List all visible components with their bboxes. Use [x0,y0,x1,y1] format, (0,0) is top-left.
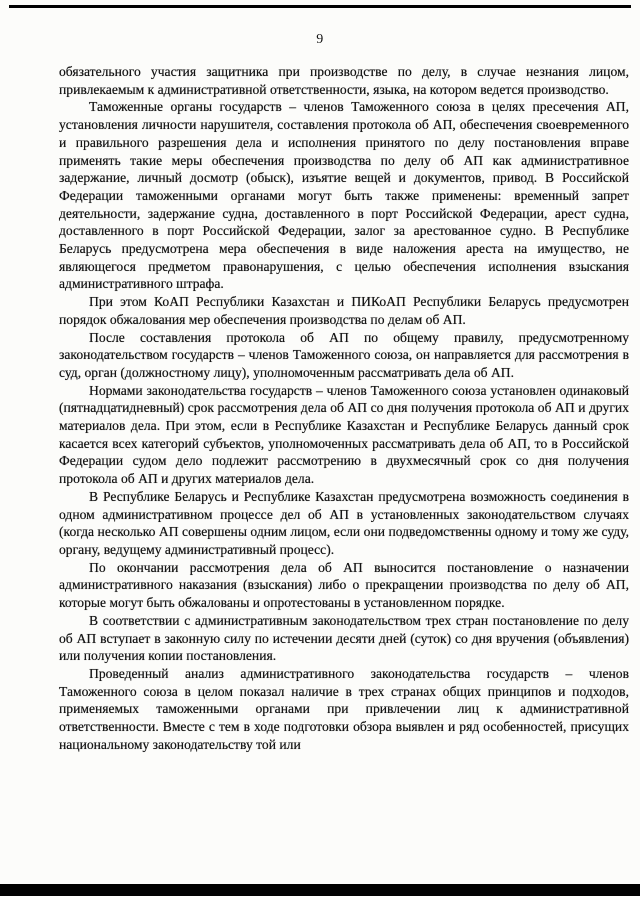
paragraph: При этом КоАП Республики Казахстан и ПИКоАП Республики Беларусь предусмотрен порядок обжалования мер обеспечения производства по делам об АП. [59,294,629,327]
scan-artifact-bottom-border [0,884,640,896]
paragraph: По окончании рассмотрения дела об АП выносится постановление о назначении административного наказания (взыскания) либо о прекращении производства по делу об АП, которые могут быть обжалованы и опротестованы в установленном порядке. [59,559,629,611]
paragraph: В Республике Беларусь и Республике Казахстан предусмотрена возможность соединения в одном административном процессе дел об АП в установленных законодательством случаях (когда несколько АП совершены одним лицом, если они подведомственны одному и тому же суду, органу, ведущему административный процесс). [59,488,629,557]
paragraph: После составления протокола об АП по общему правилу, предусмотренному законодательством государств – членов Таможенного союза, он направляется для рассмотрения в суд, орган (должностному лицу), уполномоченным рассматривать дела об АП. [59,329,629,380]
paragraph: Нормами законодательства государств – членов Таможенного союза установлен одинаковый (пятнадцатидневный) срок рассмотрения дела об АП со дня получения протокола об АП и других материалов дела. При этом, если в Республике Казахстан и Республике Беларусь данный срок касается всех категорий субъектов, уполномоченных рассматривать дела об АП, то в Российской Федерации судом дело подлежит рассмотрению в двухмесячный срок со дня получения протокола об АП и других материалов дела. [59,382,629,487]
scan-artifact-top-border [9,5,631,8]
paragraph: Проведенный анализ административного законодательства государств – членов Таможенного союза в целом показал наличие в трех странах общих принципов и подходов, применяемых таможенными органами при привлечении лиц к административной ответственности. Вместе с тем в ходе подготовки обзора выявлен и ряд особенностей, присущих национальному законодательству той или [59,665,629,752]
document-body [59,63,629,753]
paragraph: Таможенные органы государств – членов Таможенного союза в целях пресечения АП, установления личности нарушителя, составления протокола об АП, обеспечения своевременного и правильного разрешения дела и исполнения принятого по делу постановления вправе применять такие меры обеспечения производства по делу об АП как административное задержание, личный досмотр (обыск), изъятие вещей и документов, привод. В Российской Федерации таможенными органами могут быть также применены: временный запрет деятельности, задержание судна, доставленного в порт Российской Федерации, арест судна, доставленного в порт Российской Федерации, залог за арестованное судно. В Республике Беларусь предусмотрена мера обеспечения в виде наложения ареста на имущество, не являющегося предметом правонарушения, с целью обеспечения исполнения взыскания административного штрафа. [59,99,629,292]
paragraph-continuation: обязательного участия защитника при производстве по делу, в случае незнания лицом, привлекаемым к административной ответственности, языка, на котором ведется производство. [59,64,629,97]
page-number: 9 [316,32,324,47]
paragraph: В соответствии с административным законодательством трех стран постановление по делу об АП вступает в законную силу по истечении десяти дней (суток) со дня вручения (объявления) или получения копии постановления. [59,612,629,664]
